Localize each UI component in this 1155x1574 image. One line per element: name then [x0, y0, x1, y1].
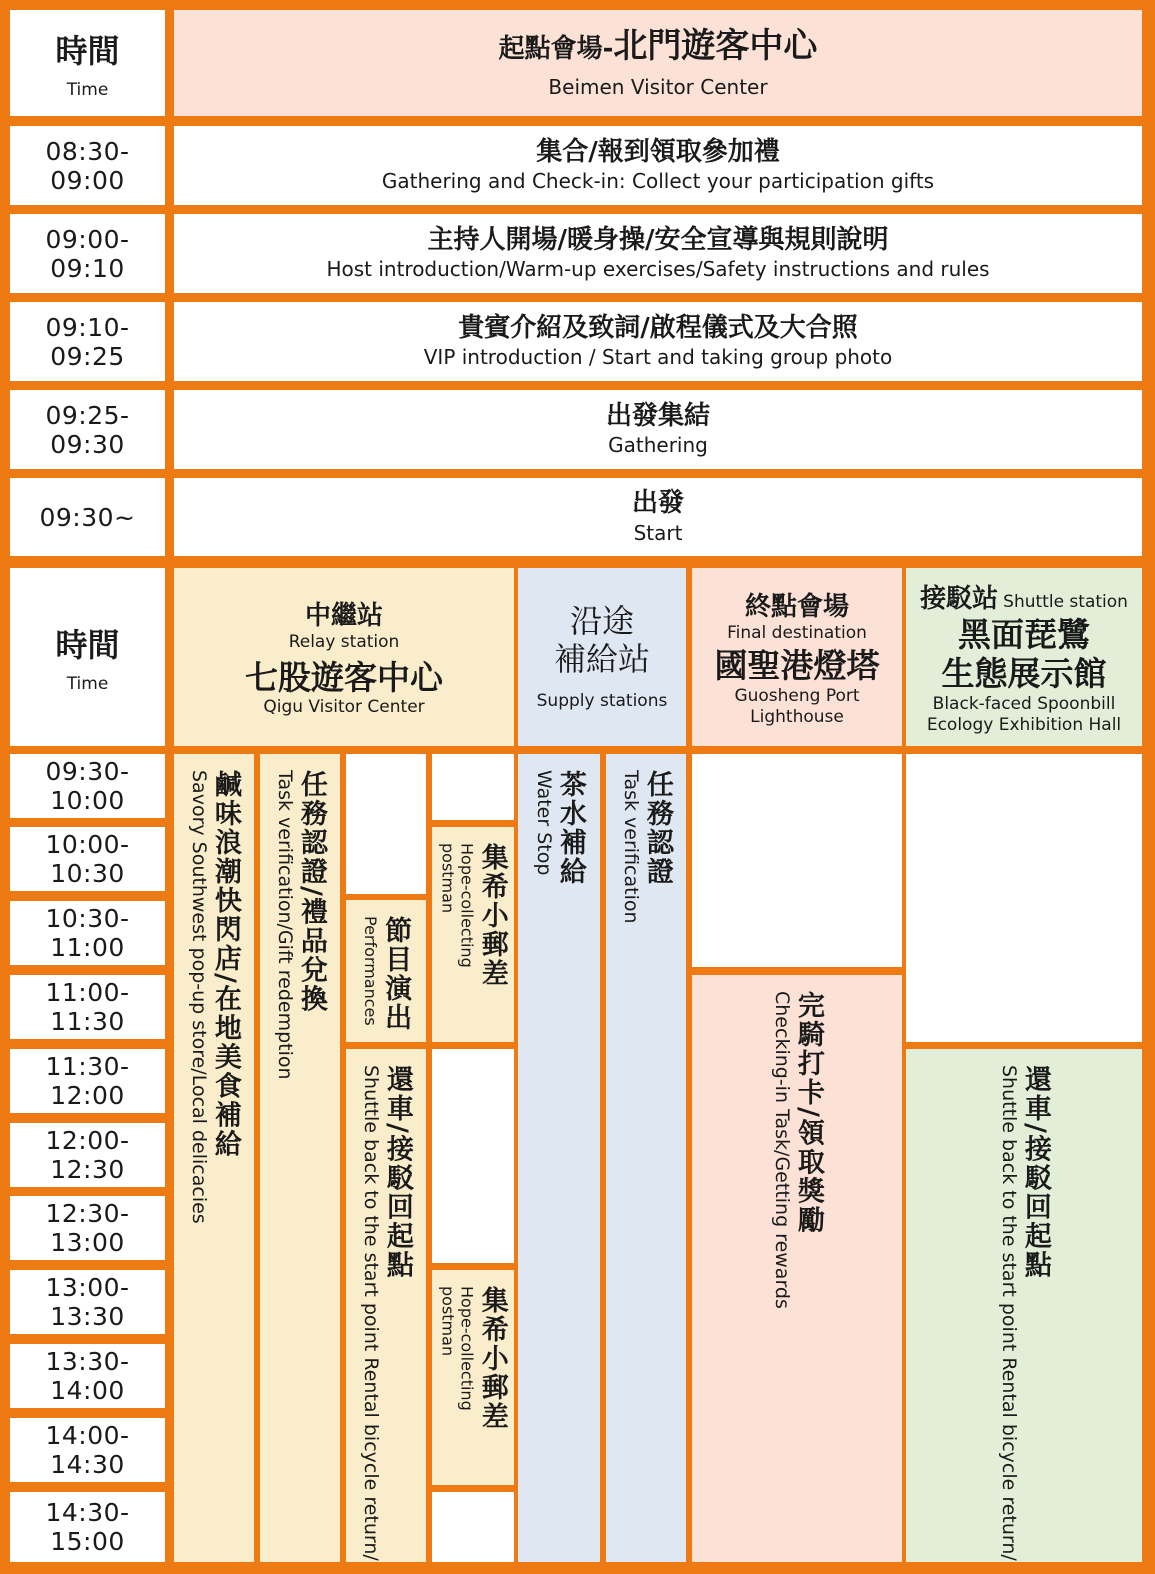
- checkin-reward-en: Checking-in Task/Getting rewards: [770, 991, 793, 1309]
- water-stop-zh: 茶水補給: [554, 770, 586, 886]
- final-station-header: [692, 568, 902, 746]
- relay-empty-1: [346, 754, 426, 894]
- relay-zh-small: 中繼站: [304, 601, 383, 632]
- header-time-cell: [10, 10, 165, 116]
- return-relay-zh: 還車/接駁回起點: [381, 1065, 413, 1280]
- morning-activity-1: [174, 126, 1142, 205]
- time-slot: 11:00-11:30: [10, 975, 165, 1039]
- morning-time-4: 09:25-09:30: [10, 390, 165, 469]
- popup-store-zh: 鹹味浪潮快閃店/在地美食補給: [209, 770, 241, 1159]
- checkin-reward-zh: 完騎打卡/領取獎勵: [792, 991, 824, 1235]
- postman-2-en: Hope-collecting postman: [438, 1286, 477, 1411]
- time-slot: 14:30-15:00: [10, 1492, 165, 1562]
- time-slot: 09:30-10:00: [10, 754, 165, 818]
- popup-store-block: [174, 754, 254, 1562]
- morning-activity-1-zh: 集合/報到領取參加禮: [536, 136, 780, 167]
- postman-block-2: [432, 1270, 514, 1485]
- time-slot: 12:30-13:00: [10, 1196, 165, 1260]
- time-slot: 11:30-12:00: [10, 1049, 165, 1113]
- shuttle-zh-line1: 黑面琵鷺: [958, 614, 1090, 654]
- supply-en: Supply stations: [536, 690, 668, 711]
- task-gift-zh: 任務認證/禮品兌換: [295, 770, 327, 1014]
- morning-time-1: 08:30-09:00: [10, 126, 165, 205]
- morning-activity-2-zh: 主持人開場/暖身操/安全宣導與規則說明: [427, 224, 889, 255]
- morning-activity-2: [174, 214, 1142, 293]
- final-en-line2: Lighthouse: [750, 706, 844, 727]
- morning-activity-3-zh: 貴賓介紹及致詞/啟程儀式及大合照: [458, 312, 858, 343]
- time-slot: 13:30-14:00: [10, 1344, 165, 1408]
- venue-prefix: 起點會場-: [498, 33, 614, 64]
- morning-activity-5-en: Start: [633, 520, 683, 545]
- postman-1-en: Hope-collecting postman: [438, 843, 477, 968]
- time-slot: 10:30-11:00: [10, 901, 165, 965]
- time-slot: 12:00-12:30: [10, 1123, 165, 1187]
- relay-station-header: [174, 568, 514, 746]
- shuttle-small-line: [920, 578, 1128, 615]
- checkin-reward-block: [692, 975, 902, 1562]
- shuttle-en-line2: Ecology Exhibition Hall: [926, 715, 1122, 736]
- postman-1-zh: 集希小郵差: [476, 843, 508, 988]
- morning-activity-4-en: Gathering: [608, 433, 708, 458]
- relay-empty-3: [432, 1049, 514, 1263]
- station-time-zh: 時間: [55, 626, 120, 664]
- performances-zh: 節目演出: [380, 916, 412, 1032]
- task-verify-block: [606, 754, 686, 1562]
- morning-activity-4: [174, 390, 1142, 469]
- performances-en: Performances: [361, 916, 381, 1026]
- venue-en: Beimen Visitor Center: [548, 75, 768, 100]
- morning-activity-1-en: Gathering and Check-in: Collect your participation gifts: [381, 169, 935, 194]
- relay-zh-big: 七股遊客中心: [245, 657, 443, 697]
- return-shuttle-en: Shuttle back to the start point Rental bicycle return/: [997, 1065, 1020, 1561]
- water-stop-en: Water Stop: [532, 770, 555, 876]
- header-time-zh: 時間: [55, 32, 120, 70]
- morning-time-3: 09:10-09:25: [10, 302, 165, 381]
- header-venue-cell: [174, 10, 1142, 116]
- shuttle-en-small: Shuttle station: [1003, 591, 1128, 612]
- postman-block-1: [432, 827, 514, 1042]
- morning-activity-4-zh: 出發集結: [605, 400, 710, 431]
- shuttle-station-header: [906, 568, 1142, 746]
- morning-activity-5-zh: 出發: [631, 488, 684, 519]
- return-shuttle-block: [906, 1049, 1142, 1562]
- station-header-time: [10, 568, 165, 746]
- relay-empty-2: [432, 754, 514, 820]
- header-time-en: Time: [66, 80, 109, 100]
- return-relay-block: [346, 1049, 426, 1562]
- final-empty: [692, 754, 902, 967]
- relay-en-big: Qigu Visitor Center: [263, 697, 425, 718]
- station-time-en: Time: [66, 674, 109, 694]
- task-verify-zh: 任務認證: [641, 770, 673, 886]
- supply-zh-line1: 沿途: [569, 601, 634, 640]
- final-en-line1: Guosheng Port: [734, 685, 860, 706]
- water-stop-block: [518, 754, 600, 1562]
- task-gift-block: [260, 754, 340, 1562]
- morning-activity-3-en: VIP introduction / Start and taking group photo: [423, 345, 893, 370]
- time-slot: 10:00-10:30: [10, 827, 165, 891]
- return-relay-en: Shuttle back to the start point Rental bicycle return/: [359, 1065, 382, 1561]
- supply-zh-line2: 補給站: [553, 640, 650, 679]
- supply-station-header: [518, 568, 686, 746]
- final-zh-small: 終點會場: [744, 591, 849, 622]
- return-shuttle-zh: 還車/接駁回起點: [1019, 1065, 1051, 1280]
- final-zh-big: 國聖港燈塔: [714, 646, 880, 686]
- shuttle-zh-line2: 生態展示館: [941, 654, 1107, 694]
- time-slot: 13:00-13:30: [10, 1270, 165, 1334]
- morning-activity-2-en: Host introduction/Warm-up exercises/Safety instructions and rules: [326, 257, 990, 282]
- shuttle-empty: [906, 754, 1142, 1042]
- morning-time-2: 09:00-09:10: [10, 214, 165, 293]
- shuttle-zh-small: 接駁站: [920, 583, 999, 614]
- time-slot: 14:00-14:30: [10, 1418, 165, 1482]
- relay-empty-4: [432, 1492, 514, 1562]
- morning-activity-5: [174, 478, 1142, 556]
- postman-2-zh: 集希小郵差: [476, 1286, 508, 1431]
- task-verify-en: Task verification: [619, 770, 642, 924]
- morning-activity-3: [174, 302, 1142, 381]
- relay-en-small: Relay station: [288, 632, 400, 653]
- performances-block: [346, 900, 426, 1042]
- shuttle-en-line1: Black-faced Spoonbill: [932, 693, 1116, 714]
- venue-name: 北門遊客中心: [613, 25, 818, 66]
- task-gift-en: Task verification/Gift redemption: [273, 770, 296, 1080]
- final-en-small: Final destination: [727, 622, 867, 643]
- morning-time-5: 09:30~: [10, 478, 165, 556]
- popup-store-en: Savory Southwest pop-up store/Local delicacies: [187, 770, 210, 1224]
- venue-title: [499, 26, 818, 67]
